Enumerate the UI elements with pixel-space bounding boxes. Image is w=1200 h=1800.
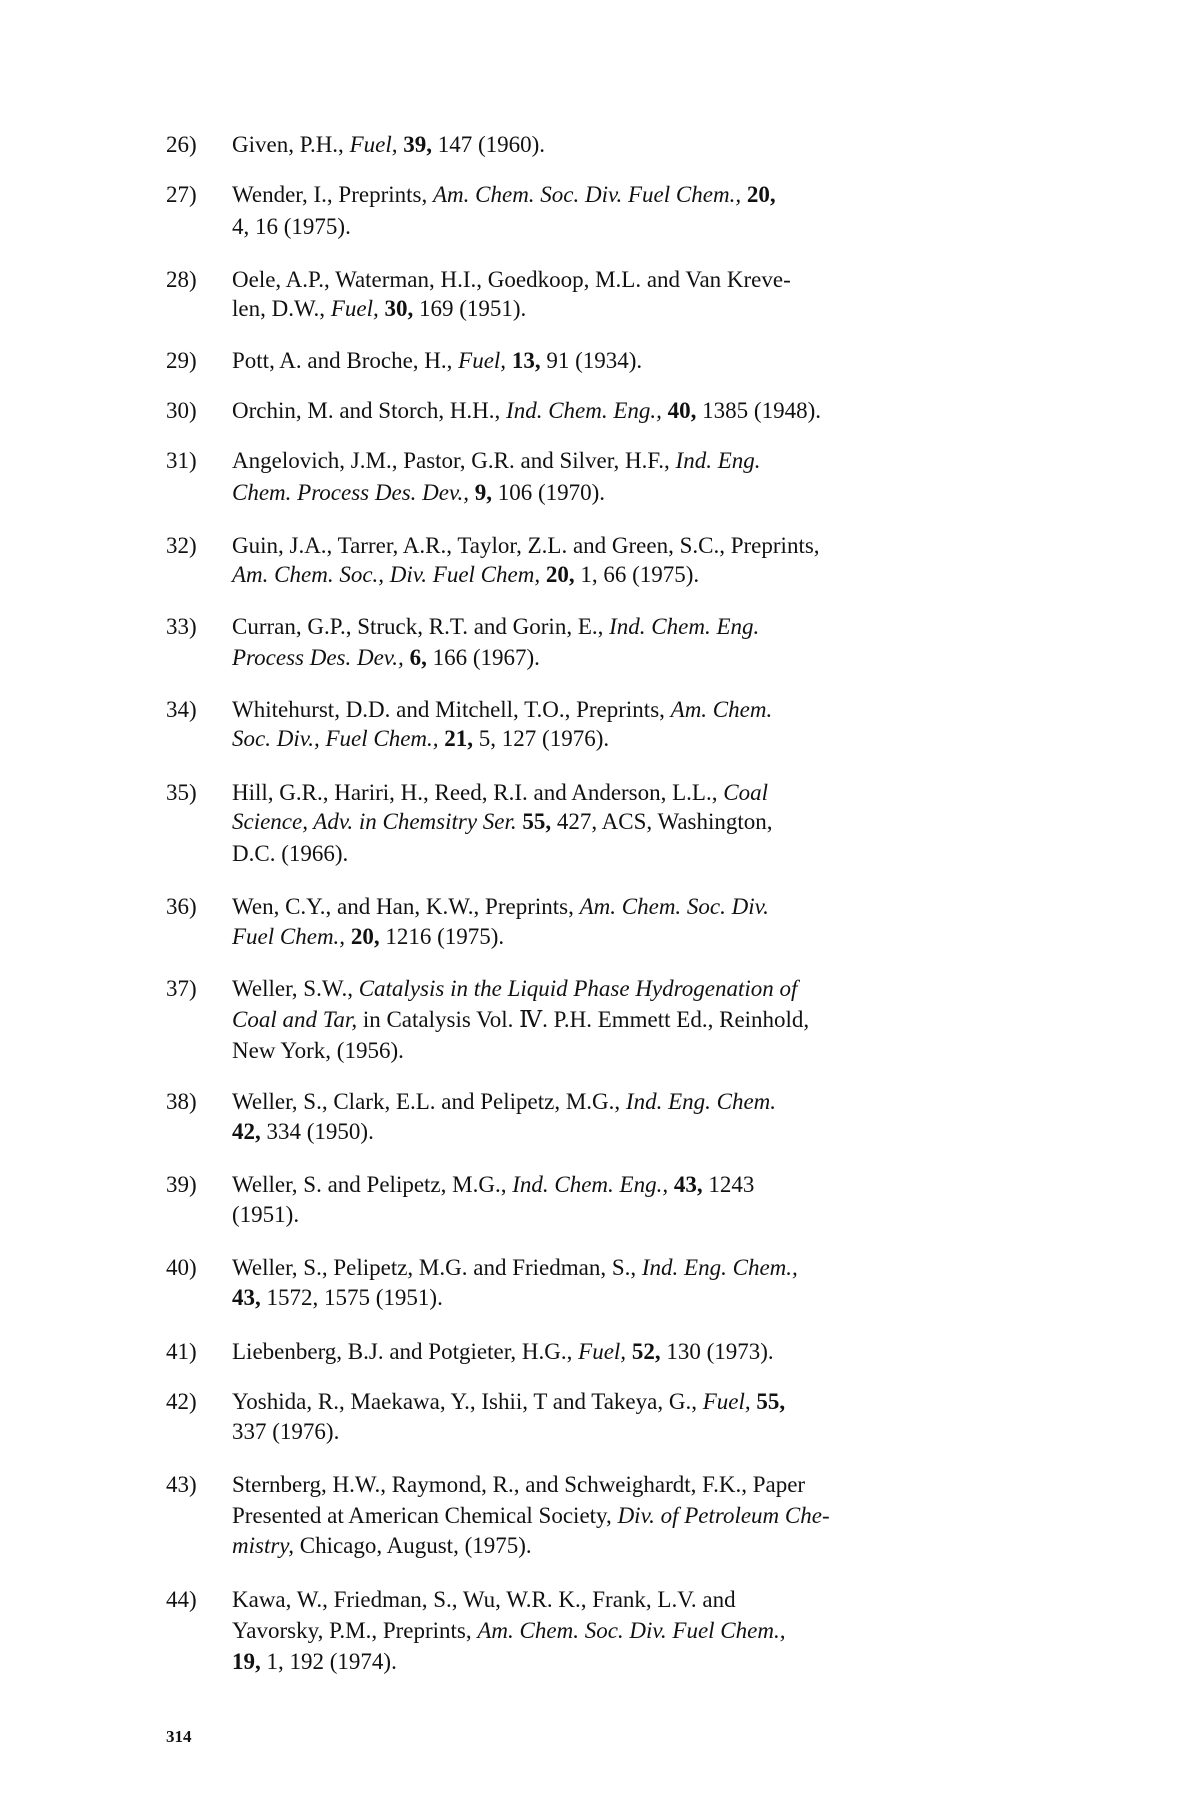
reference-line — [232, 1501, 830, 1531]
journal-title: Fuel, — [349, 132, 398, 157]
volume-number: 43, — [668, 1172, 709, 1197]
reference-text: Wen, C.Y., and Han, K.W., Preprints, — [232, 894, 580, 919]
volume-number: 42, — [232, 1119, 267, 1144]
journal-title: Fuel, — [702, 1389, 751, 1414]
reference-number: 26) — [166, 132, 197, 157]
reference-line — [232, 1200, 299, 1230]
reference-line — [232, 346, 642, 376]
reference-line — [232, 974, 797, 1004]
reference-text: New York, (1956). — [232, 1038, 404, 1063]
reference-text: (1951). — [232, 1202, 300, 1227]
reference-line — [232, 1117, 374, 1147]
reference-text: Weller, S.W., — [232, 976, 359, 1001]
volume-number: 30, — [378, 296, 419, 321]
journal-title: mistry, — [232, 1533, 294, 1558]
reference-line — [232, 180, 776, 210]
journal-title: Fuel, — [330, 296, 379, 321]
journal-title: Am. Chem. — [670, 697, 773, 722]
volume-number: 43, — [232, 1285, 267, 1310]
reference-line — [232, 1337, 774, 1367]
reference-number: 43) — [166, 1472, 197, 1497]
reference-line — [232, 560, 699, 590]
reference-text: Pott, A. and Broche, H., — [232, 348, 459, 373]
reference-number: 31) — [166, 448, 197, 473]
reference-number: 42) — [166, 1389, 197, 1414]
reference-number: 36) — [166, 894, 197, 919]
reference-number: 33) — [166, 614, 197, 639]
journal-title: Am. Chem. Soc. Div. — [579, 894, 769, 919]
reference-line — [232, 1531, 532, 1561]
reference-text: Weller, S., Clark, E.L. and Pelipetz, M.G., — [232, 1089, 626, 1114]
reference-text: len, D.W., — [232, 296, 331, 321]
reference-line — [232, 212, 351, 242]
reference-text: Guin, J.A., Tarrer, A.R., Taylor, Z.L. and Green, S.C., Preprints, — [232, 533, 820, 558]
reference-text: 130 (1973). — [666, 1339, 774, 1364]
reference-number: 29) — [166, 348, 197, 373]
reference-number: 28) — [166, 267, 197, 292]
journal-title: Process Des. Dev., — [232, 645, 404, 670]
journal-title: Ind. Eng. — [675, 448, 761, 473]
reference-line — [232, 265, 791, 295]
reference-text: 334 (1950). — [266, 1119, 374, 1144]
reference-number: 35) — [166, 780, 197, 805]
reference-line — [232, 130, 545, 160]
reference-text: D.C. (1966). — [232, 841, 349, 866]
journal-title: Fuel, — [458, 348, 507, 373]
reference-text: Orchin, M. and Storch, H.H., — [232, 398, 507, 423]
journal-title: Ind. Eng. Chem. — [625, 1089, 777, 1114]
reference-text: Sternberg, H.W., Raymond, R., and Schweighardt, F.K., Paper — [232, 1472, 806, 1497]
reference-number: 37) — [166, 976, 197, 1001]
reference-line — [232, 1170, 754, 1200]
journal-title: Am. Chem. Soc., Div. Fuel Chem, — [232, 562, 541, 587]
reference-line — [232, 478, 605, 508]
reference-number: 34) — [166, 697, 197, 722]
reference-text: 91 (1934). — [546, 348, 643, 373]
reference-number: 44) — [166, 1587, 197, 1612]
reference-text: Oele, A.P., Waterman, H.I., Goedkoop, M.L. and Van Kreve- — [232, 267, 791, 292]
reference-text: 1, 192 (1974). — [266, 1649, 397, 1674]
reference-line — [232, 1005, 809, 1035]
reference-line — [232, 1283, 443, 1313]
reference-line — [232, 922, 504, 952]
journal-title: Am. Chem. Soc. Div. Fuel Chem., — [432, 182, 742, 207]
reference-text: 5, 127 (1976). — [478, 726, 610, 751]
reference-line — [232, 1253, 798, 1283]
reference-text: 169 (1951). — [418, 296, 527, 321]
volume-number: 20, — [741, 182, 776, 207]
volume-number: 55, — [750, 1389, 786, 1414]
reference-text: Kawa, W., Friedman, S., Wu, W.R. K., Frank, L.V. and — [232, 1587, 736, 1612]
reference-text: 166 (1967). — [432, 645, 540, 670]
reference-line — [232, 892, 769, 922]
journal-title: Chem. Process Des. Dev., — [232, 480, 469, 505]
journal-title: Science, Adv. in Chemsitry Ser. — [232, 809, 517, 834]
reference-line — [232, 1616, 785, 1646]
journal-title: Coal and Tar, — [232, 1007, 358, 1032]
reference-text: Liebenberg, B.J. and Potgieter, H.G., — [232, 1339, 579, 1364]
reference-number: 40) — [166, 1255, 197, 1280]
volume-number: 39, — [397, 132, 438, 157]
reference-text: Curran, G.P., Struck, R.T. and Gorin, E., — [232, 614, 610, 639]
reference-text: Hill, G.R., Hariri, H., Reed, R.I. and Anderson, L.L., — [232, 780, 724, 805]
journal-title: Fuel, — [578, 1339, 627, 1364]
reference-line — [232, 643, 540, 673]
journal-title: Ind. Chem. Eng., — [512, 1172, 669, 1197]
reference-line — [232, 1036, 404, 1066]
volume-number: 21, — [438, 726, 479, 751]
volume-number: 6, — [403, 645, 433, 670]
reference-text: Whitehurst, D.D. and Mitchell, T.O., Preprints, — [232, 697, 671, 722]
reference-line — [232, 839, 348, 869]
journal-title: Catalysis in the Liquid Phase Hydrogenation of — [358, 976, 798, 1001]
journal-title: Ind. Chem. Eng. — [609, 614, 760, 639]
reference-line — [232, 1387, 785, 1417]
reference-text: 1243 — [708, 1172, 755, 1197]
reference-text: Weller, S., Pelipetz, M.G. and Friedman, S., — [232, 1255, 642, 1280]
reference-text: in Catalysis Vol. Ⅳ. P.H. Emmett Ed., Reinhold, — [357, 1007, 810, 1032]
journal-title: Fuel Chem., — [232, 924, 346, 949]
reference-text: 1385 (1948). — [702, 398, 821, 423]
reference-text: 427, ACS, Washington, — [556, 809, 773, 834]
volume-number: 9, — [468, 480, 498, 505]
reference-text: 147 (1960). — [437, 132, 546, 157]
reference-line — [232, 724, 609, 754]
journal-title: Div. of Petroleum Che- — [617, 1503, 830, 1528]
journal-title: Am. Chem. Soc. Div. Fuel Chem., — [477, 1618, 786, 1643]
reference-text: 337 (1976). — [232, 1419, 340, 1444]
journal-title: Soc. Div., Fuel Chem., — [232, 726, 439, 751]
reference-line — [232, 612, 759, 642]
reference-line — [232, 294, 526, 324]
volume-number: 19, — [232, 1649, 267, 1674]
reference-line — [232, 531, 820, 561]
reference-line — [232, 695, 772, 725]
volume-number: 13, — [506, 348, 547, 373]
reference-text: Given, P.H., — [232, 132, 350, 157]
page-number: 314 — [166, 1727, 192, 1746]
volume-number: 40, — [661, 398, 703, 423]
volume-number: 20, — [540, 562, 581, 587]
reference-line — [232, 396, 821, 426]
reference-line — [232, 1647, 397, 1677]
reference-text: Weller, S. and Pelipetz, M.G., — [232, 1172, 513, 1197]
reference-line — [232, 778, 768, 808]
volume-number: 55, — [516, 809, 557, 834]
reference-line — [232, 1585, 736, 1615]
reference-text: 1, 66 (1975). — [580, 562, 700, 587]
reference-text: 1572, 1575 (1951). — [266, 1285, 443, 1310]
reference-line — [232, 1417, 339, 1447]
reference-text: Angelovich, J.M., Pastor, G.R. and Silver, H.F., — [232, 448, 676, 473]
reference-line — [232, 1470, 805, 1500]
reference-line — [232, 807, 773, 837]
volume-number: 52, — [626, 1339, 667, 1364]
journal-title: Ind. Eng. Chem., — [641, 1255, 798, 1280]
reference-number: 38) — [166, 1089, 197, 1114]
reference-number: 32) — [166, 533, 197, 558]
journal-title: Ind. Chem. Eng., — [506, 398, 662, 423]
volume-number: 20, — [345, 924, 386, 949]
reference-text: 106 (1970). — [497, 480, 606, 505]
reference-number: 41) — [166, 1339, 197, 1364]
reference-text: 4, 16 (1975). — [232, 214, 351, 239]
reference-text: Yavorsky, P.M., Preprints, — [232, 1618, 478, 1643]
reference-line — [232, 1087, 776, 1117]
reference-line — [232, 446, 761, 476]
reference-number: 27) — [166, 182, 197, 207]
reference-text: Yoshida, R., Maekawa, Y., Ishii, T and Takeya, G., — [232, 1389, 703, 1414]
reference-number: 39) — [166, 1172, 197, 1197]
reference-text: Presented at American Chemical Society, — [232, 1503, 618, 1528]
reference-text: Chicago, August, (1975). — [293, 1533, 532, 1558]
reference-number: 30) — [166, 398, 197, 423]
reference-text: 1216 (1975). — [385, 924, 505, 949]
reference-text: Wender, I., Preprints, — [232, 182, 433, 207]
journal-title: Coal — [723, 780, 768, 805]
